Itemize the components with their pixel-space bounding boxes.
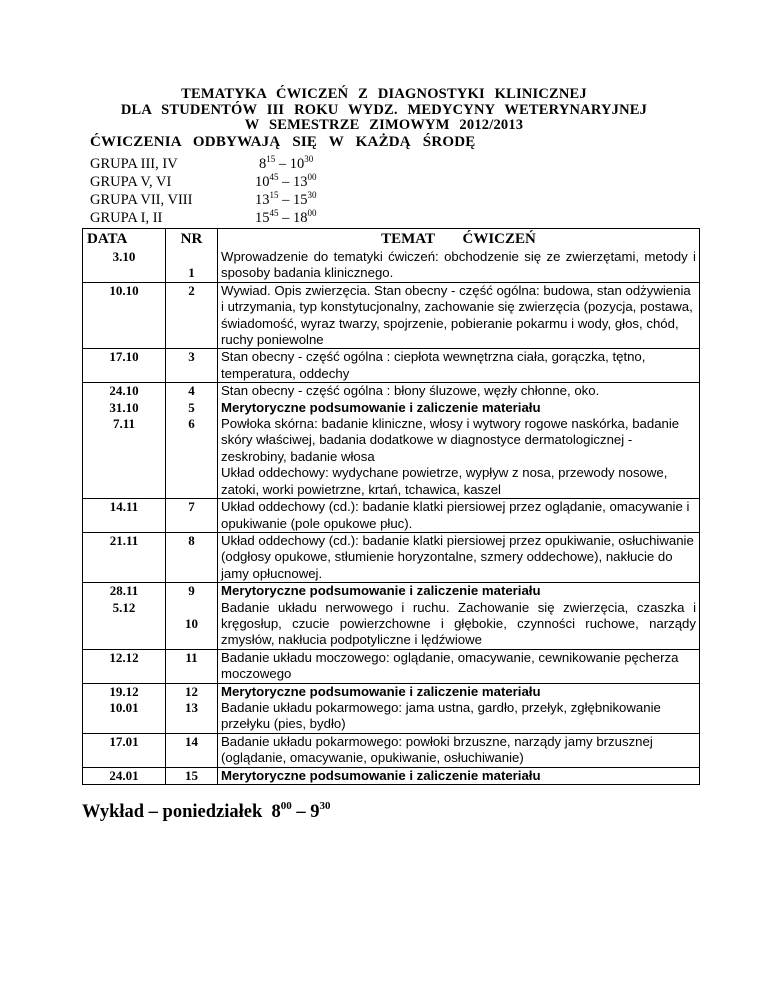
row-nr: 5 (166, 400, 218, 416)
row-nr: 4 (166, 383, 218, 400)
title-line-2: DLA STUDENTÓW III ROKU WYDZ. MEDYCYNY WETERYNARYJNEJ (120, 102, 648, 118)
table-row (83, 733, 700, 767)
group-label: GRUPA VII, VIII (90, 192, 193, 208)
table-row (83, 583, 700, 600)
row-topic: Merytoryczne podsumowanie i zaliczenie materiału (218, 683, 700, 700)
row-date: 17.10 (83, 349, 166, 383)
row-date: 10.10 (83, 282, 166, 349)
row-topic: Układ oddechowy (cd.): badanie klatki piersiowej przez opukiwanie, osłuchiwanie (odgłosy opukowe, stłumienie horyzontalne, szmery oddechowe), nakłucie do jamy opłucnowej. (218, 532, 700, 582)
row-nr: 8 (166, 532, 218, 582)
row-date: 24.01 (83, 767, 166, 784)
row-topic-part: Powłoka skórna: badanie kliniczne, włosy i wytwory rogowe naskórka, badanie skóry właściwej, badania dodatkowe w diagnostyce dermatologicznej - zeskrobiny, badanie włosa (221, 416, 680, 464)
header-nr: NR (166, 229, 218, 250)
row-topic: Badanie układu pokarmowego: powłoki brzuszne, narządy jamy brzusznej (oglądanie, omacywanie, opukiwanie, osłuchiwanie) (218, 733, 700, 767)
table-row (83, 249, 700, 282)
table-row (83, 767, 700, 784)
title-line-3: W SEMESTRZE ZIMOWYM 2012/2013 (244, 117, 524, 133)
table-row (83, 282, 700, 349)
table-row (83, 532, 700, 582)
table-row (83, 400, 700, 416)
group-label: GRUPA III, IV (90, 156, 178, 172)
table-row (83, 683, 700, 700)
row-date: 7.11 (83, 416, 166, 499)
group-time: $15^{45} - 18^{00}$ (255, 208, 317, 226)
row-topic: Wywiad. Opis zwierzęcia. Stan obecny - część ogólna: budowa, stan odżywienia i utrzymania, typ konstytucjonalny, zachowanie się zwierzęcia (pozycja, postawa, świadomość, wyraz twarzy, spojrzenie, pobieranie pokarmu i wody, głos, chód, ruchy poniewolne (218, 282, 700, 349)
row-topic: Merytoryczne podsumowanie i zaliczenie materiału (218, 767, 700, 784)
table-row (83, 600, 700, 650)
group-label: GRUPA V, VI (90, 174, 172, 190)
row-date: 14.11 (83, 499, 166, 533)
row-nr: 7 (166, 499, 218, 533)
row-topic: Badanie układu nerwowego i ruchu. Zachowanie się zwierzęcia, czaszka i kręgosłup, czucie powierzchowne i głębokie, czynności ruchowe, narządy zmysłów, nakłucia podpotyliczne i lędźwiowe (218, 600, 700, 650)
row-topic: Badanie układu moczowego: oglądanie, omacywanie, cewnikowanie pęcherza moczowego (218, 649, 700, 683)
row-nr: 14 (166, 733, 218, 767)
table-header-row (83, 229, 700, 250)
row-date: 19.12 (83, 683, 166, 700)
row-topic: Wprowadzenie do tematyki ćwiczeń: obchodzenie się ze zwierzętami, metody i sposoby badania klinicznego. (218, 249, 700, 282)
row-date: 10.01 (83, 700, 166, 733)
row-topic: Merytoryczne podsumowanie i zaliczenie materiału (218, 583, 700, 600)
lecture-info: Wykład – poniedziałek $8^{00} - 9^{30}$ (82, 800, 331, 822)
group-time: $13^{15} - 15^{30}$ (255, 190, 317, 208)
row-date: 5.12 (83, 600, 166, 650)
row-nr: 13 (166, 700, 218, 733)
group-label: GRUPA I, II (90, 210, 163, 226)
row-topic: Stan obecny - część ogólna : błony śluzowe, węzły chłonne, oko. (218, 383, 700, 400)
row-nr: 1 (166, 249, 218, 282)
row-topic: Badanie układu pokarmowego: jama ustna, gardło, przełyk, zgłębnikowanie przełyku (pies, bydło) (218, 700, 700, 733)
title-line-4: ĆWICZENIA ODBYWAJĄ SIĘ W KAŻDĄ ŚRODĘ (90, 134, 476, 150)
row-nr: 11 (166, 649, 218, 683)
table-row (83, 649, 700, 683)
table-row (83, 383, 700, 400)
row-date: 21.11 (83, 532, 166, 582)
row-nr: 12 (166, 683, 218, 700)
lecture-label: Wykład – poniedziałek (82, 802, 263, 822)
header-topic: TEMAT ĆWICZEŃ (218, 229, 700, 250)
table-row (83, 416, 700, 499)
row-date: 12.12 (83, 649, 166, 683)
row-nr: 9 (166, 583, 218, 600)
row-topic (218, 416, 700, 499)
row-nr: 10 (166, 600, 218, 650)
header-date: DATA (83, 229, 166, 250)
row-topic: Merytoryczne podsumowanie i zaliczenie materiału (218, 400, 700, 416)
row-nr: 3 (166, 349, 218, 383)
row-topic: Układ oddechowy (cd.): badanie klatki piersiowej przez oglądanie, omacywanie i opukiwanie (pole opukowe płuc). (218, 499, 700, 533)
row-date: 17.01 (83, 733, 166, 767)
title-line-1: TEMATYKA ĆWICZEŃ Z DIAGNOSTYKI KLINICZNEJ (181, 86, 587, 102)
group-time: $10^{45} - 13^{00}$ (255, 172, 317, 190)
schedule-table (82, 228, 700, 785)
row-date: 28.11 (83, 583, 166, 600)
table-row (83, 349, 700, 383)
row-date: 3.10 (83, 249, 166, 282)
row-nr: 2 (166, 282, 218, 349)
group-time: $8^{15} - 10^{30}$ (259, 154, 314, 172)
row-date: 24.10 (83, 383, 166, 400)
table-row (83, 499, 700, 533)
table-row (83, 700, 700, 733)
row-topic-part: Układ oddechowy: wydychane powietrze, wypływ z nosa, przewody nosowe, zatoki, worki powietrzne, krtań, tchawica, kaszel (221, 465, 668, 497)
row-nr: 15 (166, 767, 218, 784)
row-topic: Stan obecny - część ogólna : ciepłota wewnętrzna ciała, gorączka, tętno, temperatura, oddechy (218, 349, 700, 383)
row-date: 31.10 (83, 400, 166, 416)
row-nr: 6 (166, 416, 218, 499)
